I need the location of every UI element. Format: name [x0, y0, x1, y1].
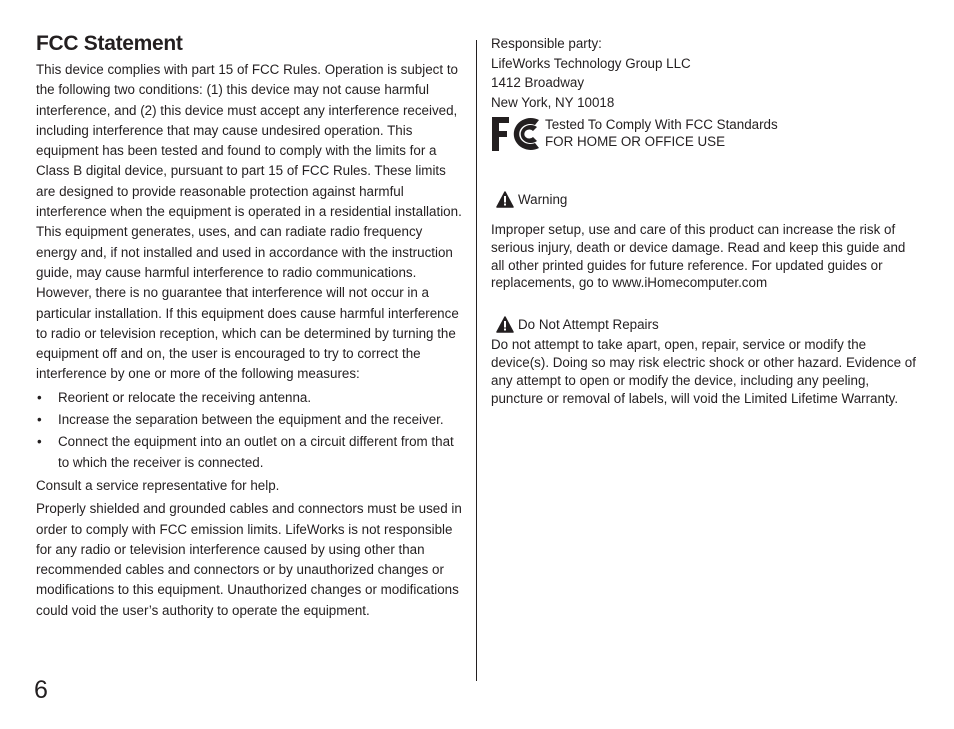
bullet-icon: •: [37, 389, 42, 405]
page-number: 6: [34, 676, 48, 704]
bullet-icon: •: [37, 412, 42, 428]
list-item: • Reorient or relocate the receiving antenna.: [36, 388, 466, 408]
fcc-intro-paragraph: This device complies with part 15 of FCC Rules. Operation is subject to the following two conditions: (1) this device may not cause harmful interference, and (2) this device must accept any interference received, including interference that may cause undesired operation. This equipment has been tested and found to comply with the limits for a Class B digital device, pursuant to part 15 of FCC Rules. These limits are designed to provide reasonable protection against harmful interference when the equipment is operated in a residential installation. This equipment generates, uses, and can radiate radio frequency energy and, if not installed and used in accordance with the instruction guide, may cause harmful interference to radio communications. However, there is no guarantee that interference will not occur in a particular installation. If this equipment does cause harmful interference to radio or television reception, which can be determined by turning the equipment off and on, the user is encouraged to try to correct the interference by one or more of the following measures:: [36, 62, 462, 382]
fcc-compliance-block: [491, 115, 921, 153]
fcc-statement-column: [36, 32, 466, 624]
cables-paragraph: Properly shielded and grounded cables and connectors must be used in order to comply with FCC emission limits. LifeWorks is not responsible for any radio or television interference caused by using other than recommended cables and connectors or by unauthorized changes or modifications to this equipment. Unauthorized changes or modifications could void the user’s authority to operate the equipment.: [36, 501, 462, 618]
address-line-2: New York, NY 10018: [491, 94, 615, 110]
right-column: [491, 34, 921, 407]
warning-triangle-icon: [496, 316, 514, 333]
measures-list: [36, 388, 466, 473]
warning-body: Improper setup, use and care of this product can increase the risk of serious injury, death or device damage. Read and keep this guide and all other printed guides for future reference. For updated guides or replacements, go to www.iHomecomputer.com: [491, 222, 906, 291]
fcc-compliance-text: [545, 117, 778, 150]
fcc-line-1: Tested To Comply With FCC Standards: [545, 117, 778, 132]
list-item: • Increase the separation between the equipment and the receiver.: [36, 410, 466, 430]
warning-triangle-icon: [496, 191, 514, 208]
column-divider: [476, 40, 477, 681]
fcc-line-2: FOR HOME OR OFFICE USE: [545, 133, 726, 149]
fcc-logo-icon: [491, 115, 545, 153]
warning-heading: [491, 191, 921, 208]
responsible-party-label: Responsible party:: [491, 36, 602, 51]
page-title: FCC Statement: [36, 32, 183, 55]
bullet-icon: •: [37, 434, 42, 450]
company-name: LifeWorks Technology Group LLC: [491, 55, 691, 71]
warning-title: Warning: [518, 192, 568, 207]
repairs-title: Do Not Attempt Repairs: [518, 317, 659, 333]
consult-paragraph: Consult a service representative for help.: [36, 477, 280, 493]
address-line-1: 1412 Broadway: [491, 75, 585, 90]
list-item: • Connect the equipment into an outlet on a circuit different from that to which the receiver is connected.: [37, 434, 454, 470]
repairs-heading: [491, 316, 921, 333]
repairs-body: Do not attempt to take apart, open, repair, service or modify the device(s). Doing so may risk electric shock or other hazard. Evidence of any attempt to open or modify the device, including any peeling, puncture or removal of labels, will void the Limited Lifetime Warranty.: [491, 337, 916, 406]
